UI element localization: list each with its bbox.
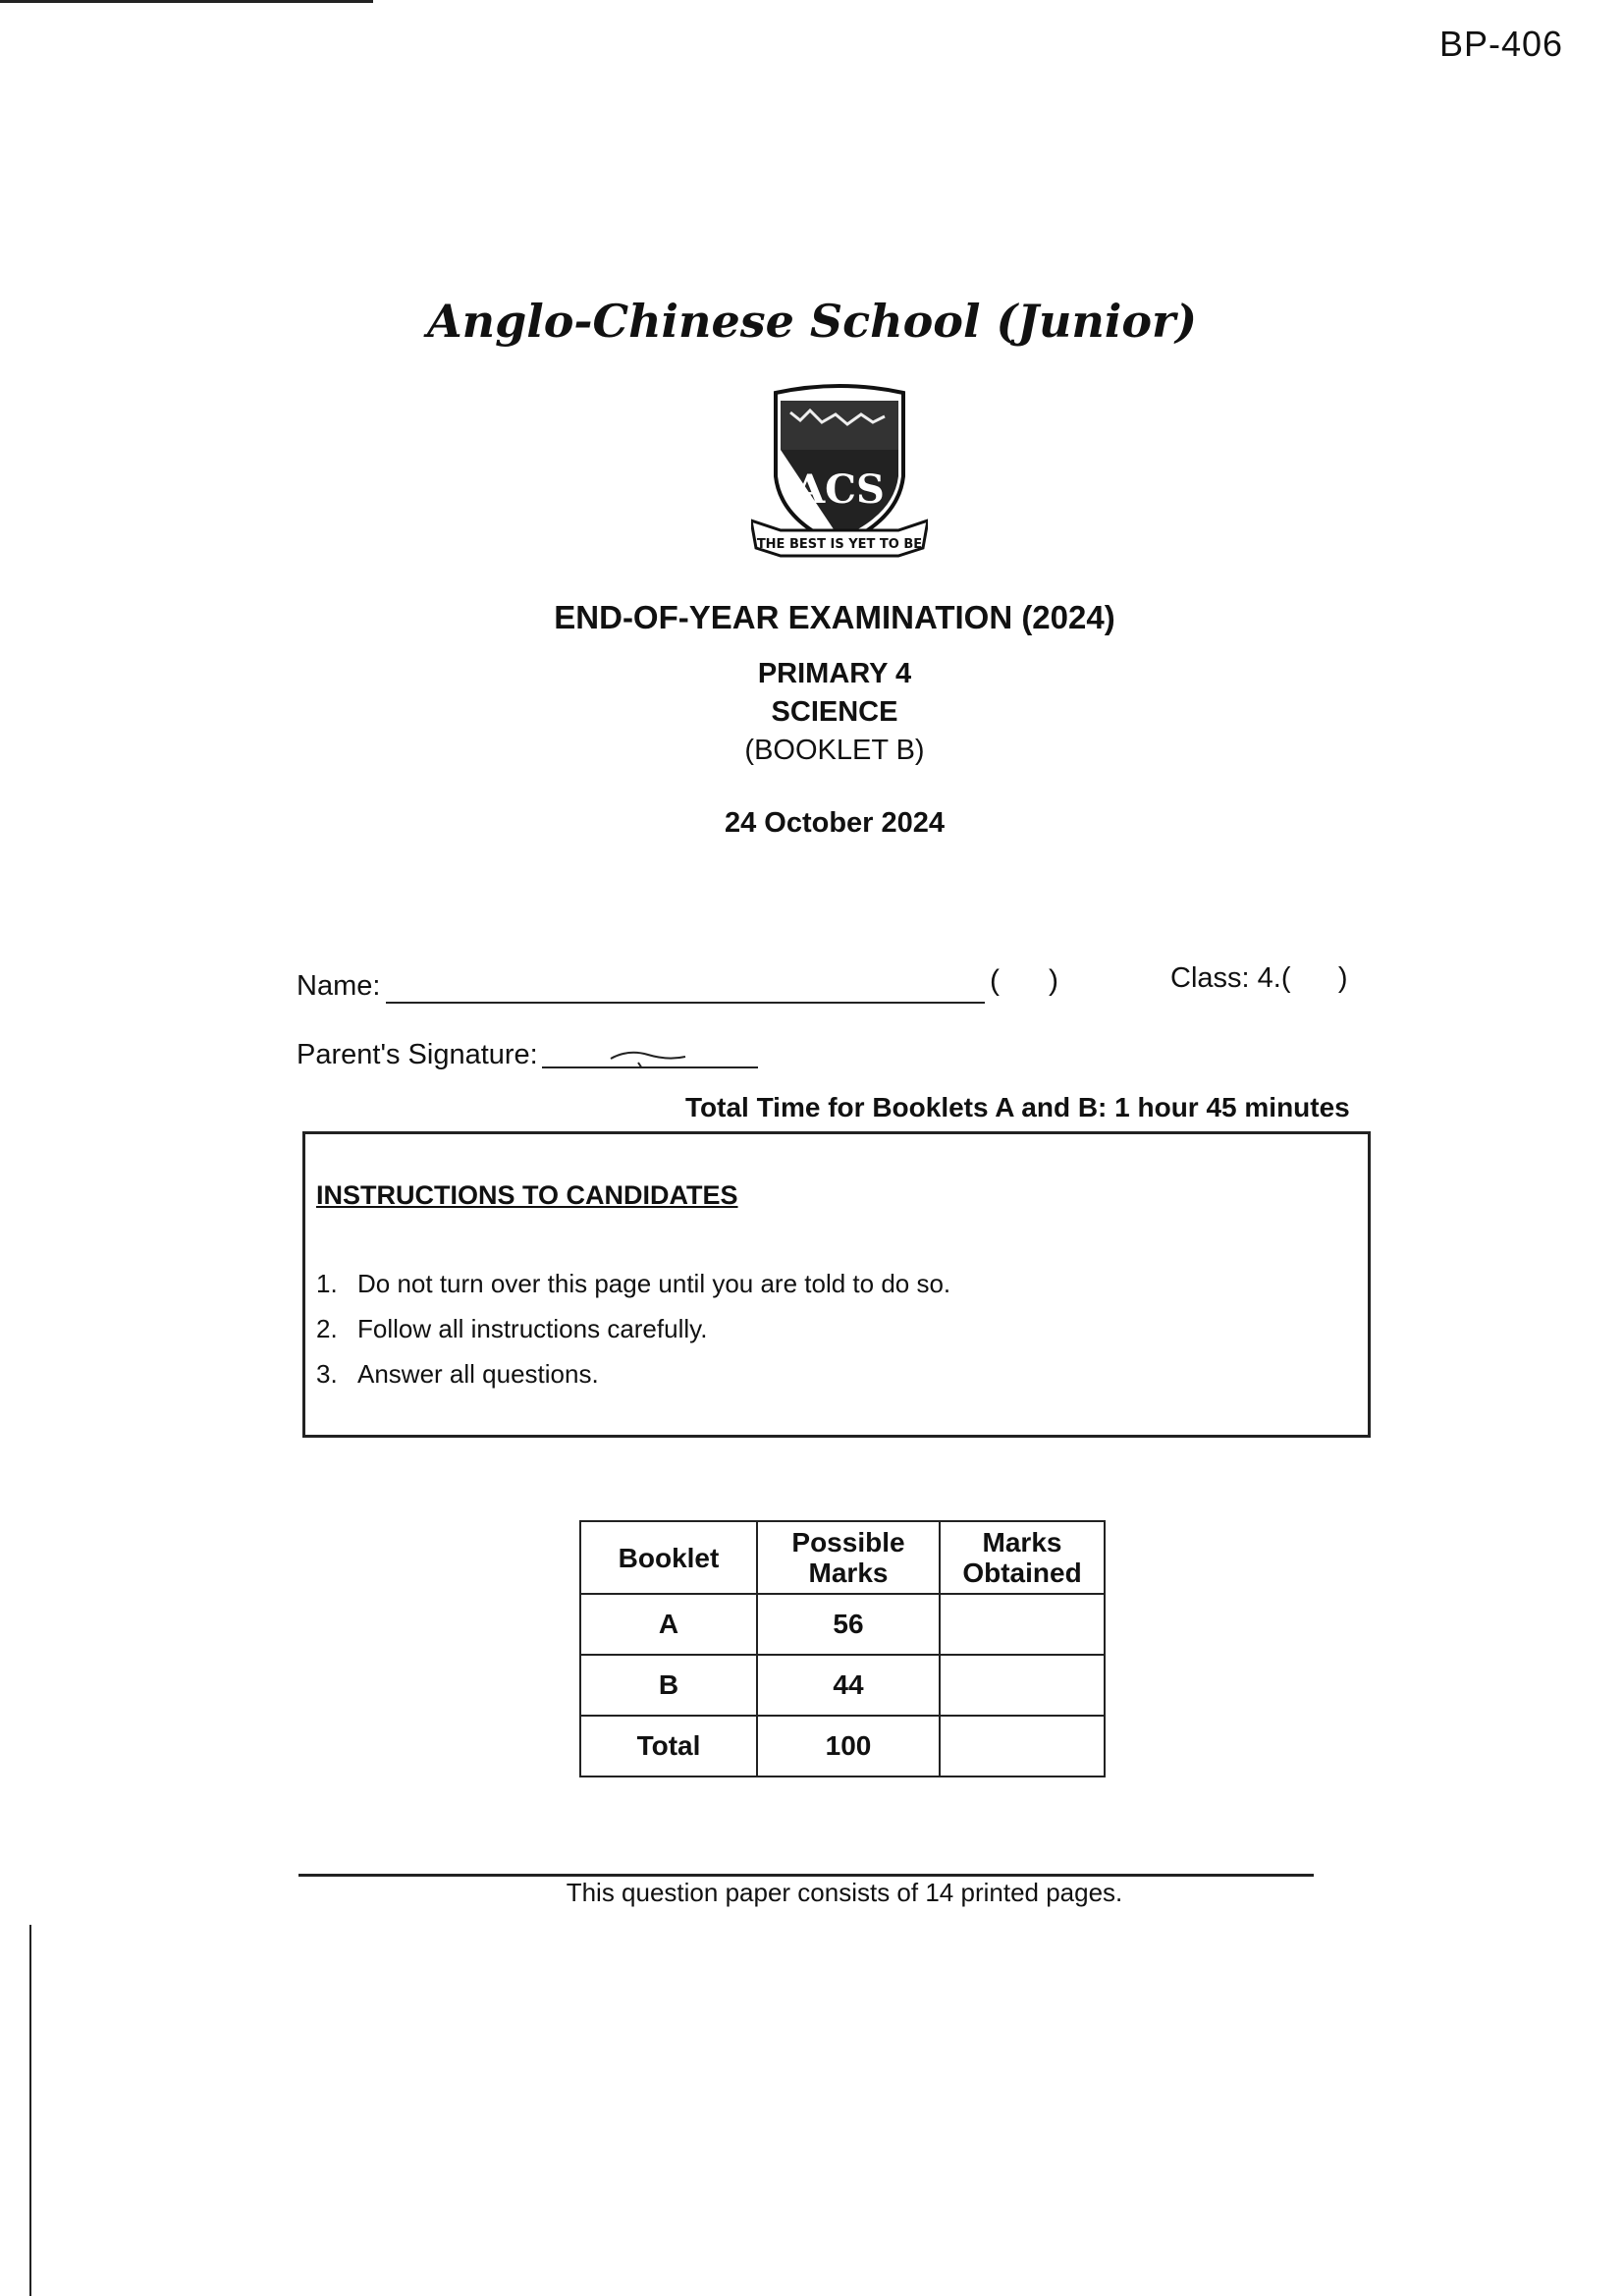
register-number-field[interactable]: ( ) (990, 964, 1058, 997)
page-count-footer: This question paper consists of 14 printed pages. (566, 1878, 1123, 1907)
exam-title: END-OF-YEAR EXAMINATION (2024) (554, 599, 1115, 635)
possible-marks-cell: 100 (757, 1716, 940, 1777)
exam-level: PRIMARY 4 (757, 658, 912, 689)
header-marks-obtained: Marks Obtained (940, 1521, 1105, 1594)
exam-booklet: (BOOKLET B) (744, 735, 925, 766)
instructions-heading: INSTRUCTIONS TO CANDIDATES (316, 1180, 738, 1210)
school-name: Anglo-Chinese School (Junior) (426, 295, 1198, 348)
crest-motto: THE BEST IS YET TO BE (756, 537, 923, 552)
booklet-cell: Total (580, 1716, 757, 1777)
marks-table (579, 1520, 1106, 1777)
table-header-row (580, 1521, 1105, 1594)
table-row (580, 1716, 1105, 1777)
marks-obtained-cell[interactable] (940, 1716, 1105, 1777)
name-label: Name: (297, 970, 381, 1002)
school-crest-icon (751, 383, 928, 560)
instruction-text: Do not turn over this page until you are told to do so. (357, 1269, 951, 1298)
paper-code: BP-406 (1439, 24, 1564, 64)
possible-marks-cell: 56 (757, 1594, 940, 1655)
scan-edge-left (29, 1925, 31, 2296)
scan-edge-top (0, 0, 373, 3)
exam-date: 24 October 2024 (724, 807, 946, 839)
marks-obtained-cell[interactable] (940, 1655, 1105, 1716)
possible-marks-cell: 44 (757, 1655, 940, 1716)
table-row (580, 1655, 1105, 1716)
instruction-number: 3. (316, 1359, 338, 1389)
total-time: Total Time for Booklets A and B: 1 hour 45 minutes (685, 1092, 1350, 1122)
header-booklet: Booklet (580, 1521, 757, 1594)
exam-subject: SCIENCE (771, 696, 898, 728)
footer-divider (298, 1874, 1314, 1877)
instruction-number: 1. (316, 1269, 338, 1298)
signature-scribble (609, 1045, 687, 1068)
booklet-cell: B (580, 1655, 757, 1716)
crest-initials: ACS (794, 466, 885, 513)
class-field[interactable]: Class: 4.( ) (1170, 962, 1348, 994)
name-field[interactable] (386, 1002, 985, 1004)
marks-obtained-cell[interactable] (940, 1594, 1105, 1655)
instruction-item (316, 1314, 707, 1344)
instruction-text: Follow all instructions carefully. (357, 1314, 708, 1343)
table-row (580, 1594, 1105, 1655)
instruction-number: 2. (316, 1314, 338, 1343)
header-possible-marks: Possible Marks (757, 1521, 940, 1594)
signature-label: Parent's Signature: (297, 1039, 538, 1070)
booklet-cell: A (580, 1594, 757, 1655)
instruction-item (316, 1359, 599, 1390)
instruction-item (316, 1269, 950, 1299)
instruction-text: Answer all questions. (357, 1359, 599, 1389)
